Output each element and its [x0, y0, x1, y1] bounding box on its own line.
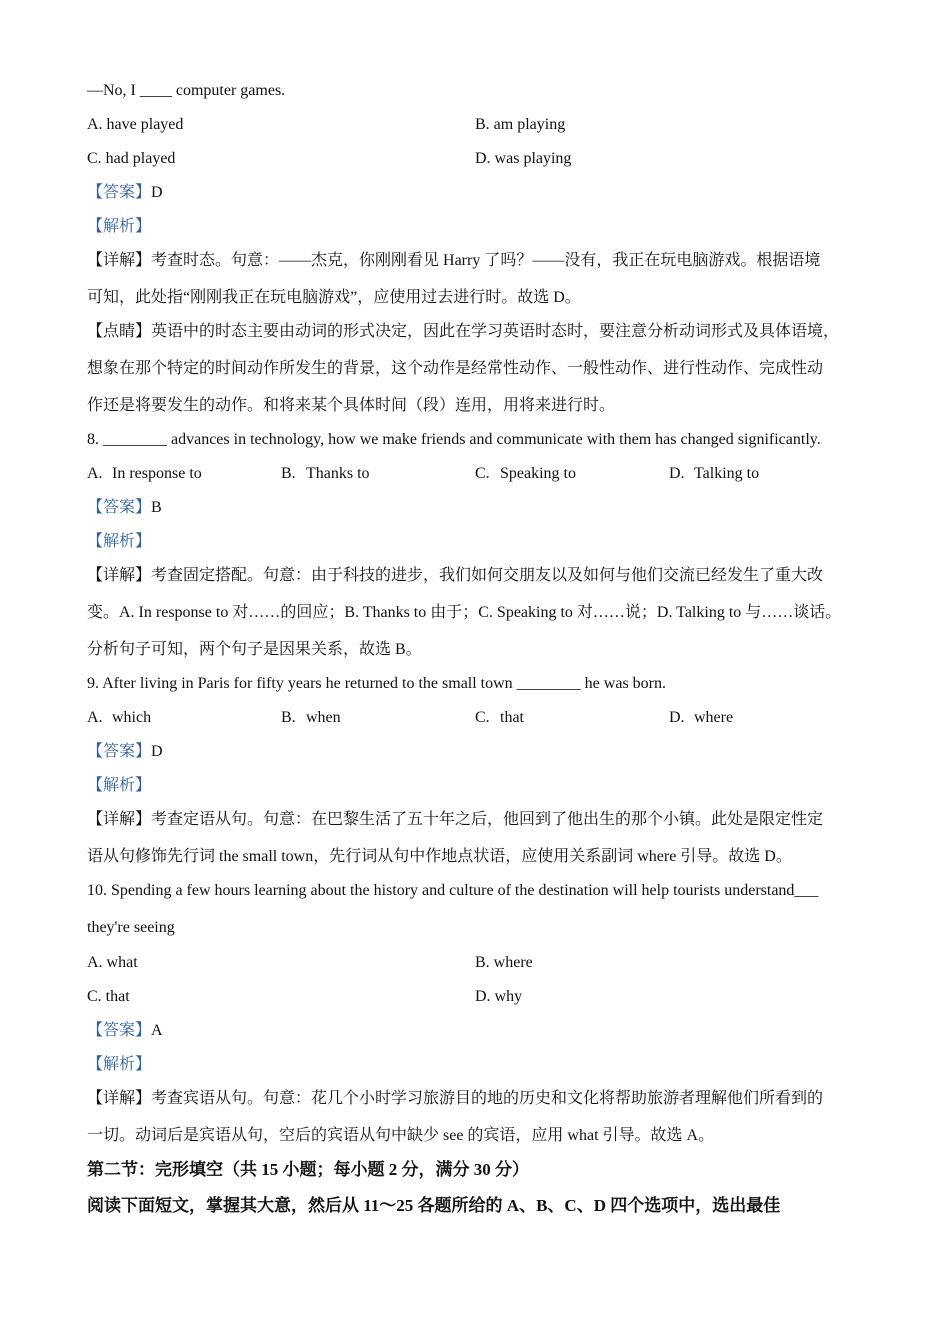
tip-tag: 【点睛】: [87, 323, 152, 340]
answer-value: A: [151, 1022, 163, 1039]
q7-detail-line-1: [87, 251, 820, 271]
q9-option-b: [281, 708, 341, 728]
answer-tag: 【答案】: [87, 499, 152, 516]
q8-option-d: [669, 464, 759, 484]
q9-answer: [87, 742, 163, 762]
option-letter: B.: [281, 465, 296, 482]
q8-analysis: [87, 532, 151, 552]
q8-option-b: [281, 464, 370, 484]
q7-answer-line: —No, I ____ computer games.: [87, 82, 286, 99]
option-letter: A.: [87, 465, 103, 482]
option-letter: B.: [281, 709, 296, 726]
q7-tip-line-1: [87, 322, 839, 342]
option-letter: D.: [669, 709, 685, 726]
q7-option-b: B. am playing: [475, 116, 566, 133]
q10-detail-line-2: 一切。动词后是宾语从句，空后的宾语从句中缺少 see 的宾语，应用 what 引导。故选 A。: [87, 1127, 715, 1144]
detail-text: 考查定语从句。句意：在巴黎生活了五十年之后，他回到了他出生的那个小镇。此处是限定性定: [151, 811, 824, 828]
detail-tag: 【详解】: [87, 811, 152, 828]
q9-detail-line-1: [87, 810, 823, 830]
q7-detail-line-2: 可知，此处指“刚刚我正在玩电脑游戏”，应使用过去进行时。故选 D。: [87, 289, 581, 306]
option-text: which: [112, 709, 152, 726]
option-text: Thanks to: [306, 465, 370, 482]
q7-analysis: [87, 217, 151, 237]
q9-question: 9. After living in Paris for fifty years he returned to the small town ________ he was born.: [87, 675, 666, 692]
q10-option-c: C. that: [87, 988, 130, 1005]
option-text: that: [500, 709, 524, 726]
answer-value: B: [151, 499, 162, 516]
option-letter: D.: [669, 465, 685, 482]
section-title: 第二节：完形填空（共 15 小题；每小题 2 分，满分 30 分）: [87, 1160, 529, 1179]
q9-option-d: [669, 708, 733, 728]
q9-analysis: [87, 776, 151, 796]
detail-tag: 【详解】: [87, 567, 152, 584]
option-letter: C.: [475, 465, 490, 482]
q10-question-line-1: 10. Spending a few hours learning about the history and culture of the destination will help tourists understand___: [87, 882, 819, 899]
tip-text: 英语中的时态主要由动词的形式决定，因此在学习英语时态时，要注意分析动词形式及具体语境，: [151, 323, 840, 340]
q7-option-c: C. had played: [87, 150, 176, 167]
analysis-tag: 【解析】: [87, 218, 152, 235]
answer-value: D: [151, 184, 163, 201]
q9-option-a: [87, 708, 151, 728]
q7-tip-line-3: 作还是将要发生的动作。和将来某个具体时间（段）连用，用将来进行时。: [87, 397, 616, 414]
q8-option-c: [475, 464, 576, 484]
q7-answer: [87, 183, 163, 203]
detail-text: 考查固定搭配。句意：由于科技的进步，我们如何交朋友以及如何与他们交流已经发生了重大改: [151, 567, 824, 584]
detail-tag: 【详解】: [87, 252, 152, 269]
analysis-tag: 【解析】: [87, 533, 152, 550]
q8-answer: [87, 498, 162, 518]
q7-tip-line-2: 想象在那个特定的时间动作所发生的背景，这个动作是经常性动作、一般性动作、进行性动作、完成性动: [87, 360, 824, 377]
analysis-tag: 【解析】: [87, 1056, 152, 1073]
q8-detail-line-1: [87, 566, 823, 586]
analysis-tag: 【解析】: [87, 777, 152, 794]
option-text: In response to: [112, 465, 202, 482]
q8-question: 8. ________ advances in technology, how we make friends and communicate with them has changed significantly.: [87, 431, 821, 448]
answer-tag: 【答案】: [87, 184, 152, 201]
option-letter: A.: [87, 709, 103, 726]
detail-text: 考查时态。句意：——杰克，你刚刚看见 Harry 了吗？——没有，我正在玩电脑游戏。根据语境: [151, 252, 821, 269]
option-text: Talking to: [694, 465, 760, 482]
q7-option-d: D. was playing: [475, 150, 572, 167]
q10-detail-line-1: [87, 1089, 823, 1109]
q7-option-a: A. have played: [87, 116, 184, 133]
q10-analysis: [87, 1055, 151, 1075]
q10-option-b: B. where: [475, 954, 533, 971]
option-letter: C.: [475, 709, 490, 726]
q10-question-line-2: they're seeing: [87, 919, 175, 936]
option-text: Speaking to: [500, 465, 576, 482]
q10-answer: [87, 1021, 163, 1041]
q9-detail-line-2: 语从句修饰先行词 the small town，先行词从句中作地点状语，应使用关系副词 where 引导。故选 D。: [87, 848, 792, 865]
q9-option-c: [475, 708, 524, 728]
answer-tag: 【答案】: [87, 1022, 152, 1039]
option-text: where: [694, 709, 734, 726]
q8-detail-line-2: 变。A. In response to 对……的回应；B. Thanks to 由于；C. Speaking to 对……说；D. Talking to 与……谈话。: [87, 604, 842, 621]
detail-text: 考查宾语从句。句意：花几个小时学习旅游目的地的历史和文化将帮助旅游者理解他们所看到的: [151, 1090, 824, 1107]
section-instruction: 阅读下面短文，掌握其大意，然后从 11～25 各题所给的 A、B、C、D 四个选项中，选出最佳: [87, 1196, 781, 1215]
q8-detail-line-3: 分析句子可知，两个句子是因果关系，故选 B。: [87, 641, 422, 658]
answer-value: D: [151, 743, 163, 760]
q10-option-a: A. what: [87, 954, 138, 971]
option-text: when: [306, 709, 341, 726]
answer-tag: 【答案】: [87, 743, 152, 760]
detail-tag: 【详解】: [87, 1090, 152, 1107]
q10-option-d: D. why: [475, 988, 523, 1005]
q8-option-a: [87, 464, 202, 484]
